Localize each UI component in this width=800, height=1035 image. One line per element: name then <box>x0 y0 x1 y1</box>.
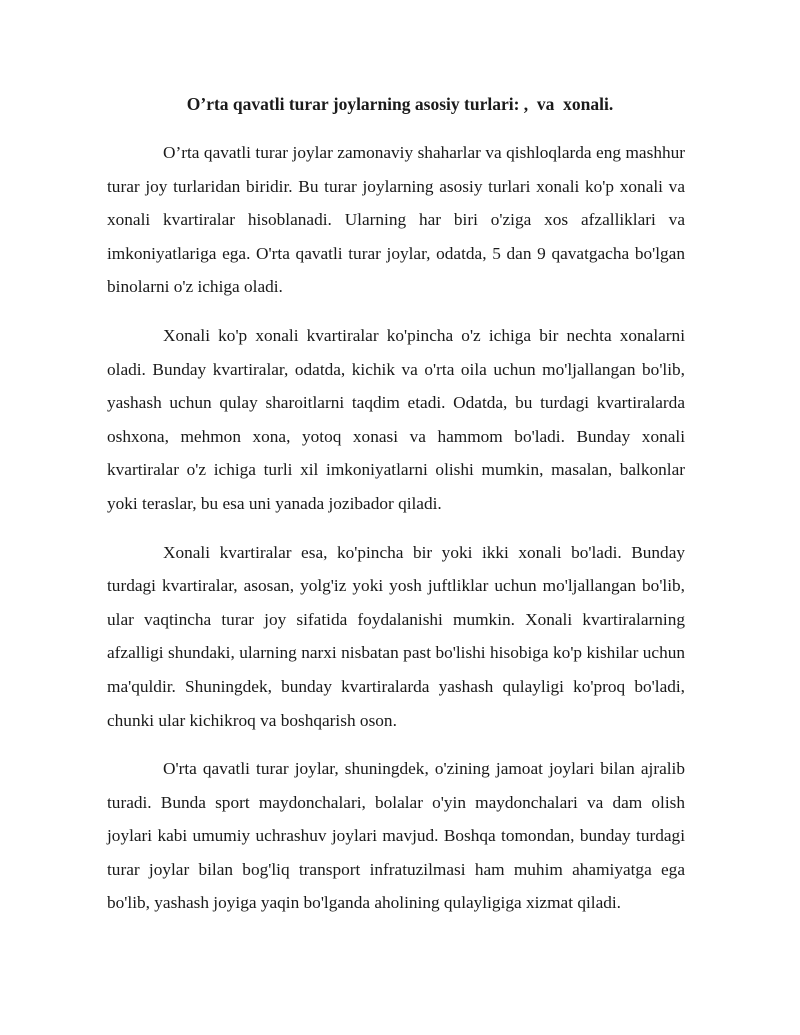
paragraph: Xonali ko'p xonali kvartiralar ko'pincha o'z ichiga bir nechta xonalarni oladi. Bunday kvartiralar, odatda, kichik va o'rta oila uchun mo'ljallangan bo'lib, yashash uchun qulay sharoitlarni taqdim etadi. Odatda, bu turdagi kvartiralarda oshxona, mehmon xona, yotoq xonasi va hammom bo'ladi. Bunday xonali kvartiralar o'z ichiga turli xil imkoniyatlarni olishi mumkin, masalan, balkonlar yoki teraslar, bu esa uni yanada jozibador qiladi. <box>107 325 685 513</box>
document-title: O’rta qavatli turar joylarning asosiy turlari: , va xonali. <box>186 94 614 114</box>
paragraph: O'rta qavatli turar joylar, shuningdek, o'zining jamoat joylari bilan ajralib turadi. Bunda sport maydonchalari, bolalar o'yin maydonchalari va dam olish joylari kabi umumiy uchrashuv joylari mavjud. Boshqa tomondan, bunday turdagi turar joylar bilan bog'liq transport infratuzilmasi ham muhim ahamiyatga ega bo'lib, yashash joyiga yaqin bo'lganda aholining qulayligiga xizmat qiladi. <box>107 759 685 913</box>
paragraph: O’rta qavatli turar joylar zamonaviy shaharlar va qishloqlarda eng mashhur turar joy turlaridan biridir. Bu turar joylarning asosiy turlari xonali ko'p xonali va xonali kvartiralar hisoblanadi. Ularning har biri o'ziga xos afzalliklari va imkoniyatlariga ega. O'rta qavatli turar joylar, odatda, 5 dan 9 qavatgacha bo'lgan binolarni o'z ichiga oladi. <box>107 143 685 297</box>
document-body <box>107 136 685 935</box>
paragraph: Xonali kvartiralar esa, ko'pincha bir yoki ikki xonali bo'ladi. Bunday turdagi kvartiralar, asosan, yolg'iz yoki yosh juftliklar uchun mo'ljallangan bo'lib, ular vaqtincha turar joy sifatida foydalanishi mumkin. Xonali kvartiralarning afzalligi shundaki, ularning narxi nisbatan past bo'lishi hisobiga ko'p kishilar uchun ma'quldir. Shuningdek, bunday kvartiralarda yashash qulayligi ko'proq bo'ladi, chunki ular kichikroq va boshqarish oson. <box>107 542 685 730</box>
